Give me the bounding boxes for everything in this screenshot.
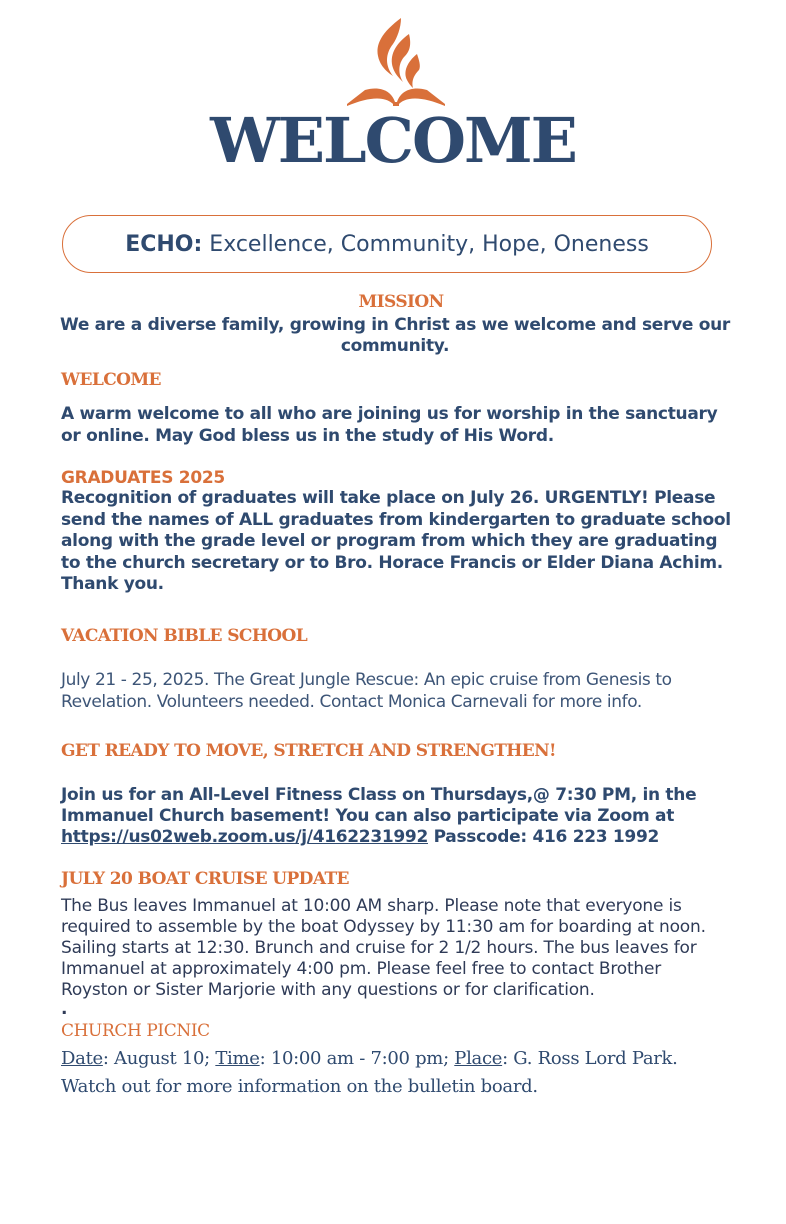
vbs-heading: VACATION BIBLE SCHOOL <box>61 626 308 646</box>
cruise-trailing-dot: . <box>61 999 68 1019</box>
church-logo-icon <box>345 16 447 108</box>
echo-prefix: ECHO: <box>125 231 203 257</box>
vbs-text-block <box>61 669 701 713</box>
vbs-text: July 21 - 25, 2025. The Great Jungle Rescue: An epic cruise from Genesis to Revelation. Volunteers needed. Contact Monica Carnevali for more info. <box>61 670 672 712</box>
picnic-date-label: Date <box>61 1048 103 1069</box>
welcome-section <box>61 370 741 390</box>
picnic-place-value: : G. Ross Lord Park. <box>502 1048 678 1069</box>
cruise-section <box>61 869 741 889</box>
zoom-link[interactable]: https://us02web.zoom.us/j/4162231992 <box>61 827 428 847</box>
graduates-heading: GRADUATES 2025 <box>61 468 225 488</box>
fitness-section <box>61 741 741 761</box>
mission-text: We are a diverse family, growing in Christ as we welcome and serve our community. <box>59 315 730 356</box>
zoom-passcode: Passcode: 416 223 1992 <box>433 827 660 847</box>
echo-banner <box>62 215 712 273</box>
echo-values: Excellence, Community, Hope, Oneness <box>209 231 649 257</box>
picnic-place-label: Place <box>454 1048 503 1069</box>
welcome-heading: WELCOME <box>61 370 161 390</box>
page-title: WELCOME <box>210 104 576 177</box>
welcome-text: A warm welcome to all who are joining us for worship in the sanctuary or online. May God bless us in the study of His Word. <box>61 404 718 446</box>
fitness-heading: GET READY TO MOVE, STRETCH AND STRENGTHEN! <box>61 741 556 761</box>
fitness-text-block <box>61 785 726 848</box>
picnic-date-value: : August 10; <box>102 1048 216 1069</box>
mission-text-block <box>50 315 740 357</box>
mission-section <box>61 292 741 312</box>
cruise-heading: JULY 20 BOAT CRUISE UPDATE <box>61 869 349 889</box>
cruise-text-block <box>61 896 733 1017</box>
picnic-time-label: Time <box>215 1048 260 1069</box>
welcome-text-block <box>61 404 741 447</box>
vbs-section <box>61 626 741 646</box>
graduates-text: Recognition of graduates will take place on July 26. URGENTLY! Please send the names of ALL graduates from kindergarten to graduate school along with the grade level or program from which they are graduating to the church secretary or to Bro. Horace Francis or Elder Diana Achim. Thank you. <box>61 488 731 594</box>
mission-heading: MISSION <box>358 292 444 312</box>
picnic-note: Watch out for more information on the bulletin board. <box>61 1076 538 1097</box>
picnic-heading: CHURCH PICNIC <box>61 1021 210 1041</box>
picnic-section <box>61 1021 741 1041</box>
picnic-text-block <box>61 1045 761 1101</box>
cruise-text: The Bus leaves Immanuel at 10:00 AM sharp. Please note that everyone is required to assemble by the boat Odyssey by 11:30 am for boarding at noon. Sailing starts at 12:30. Brunch and cruise for 2 1/2 hours. The bus leaves for Immanuel at approximately 4:00 pm. Please feel free to contact Brother Royston or Sister Marjorie with any questions or for clarification. <box>61 896 706 1000</box>
picnic-time-value: : 10:00 am - 7:00 pm; <box>259 1048 455 1069</box>
graduates-section <box>61 468 741 596</box>
fitness-text: Join us for an All-Level Fitness Class on Thursdays,@ 7:30 PM, in the Immanuel Church basement! You can also participate via Zoom at <box>61 785 697 826</box>
